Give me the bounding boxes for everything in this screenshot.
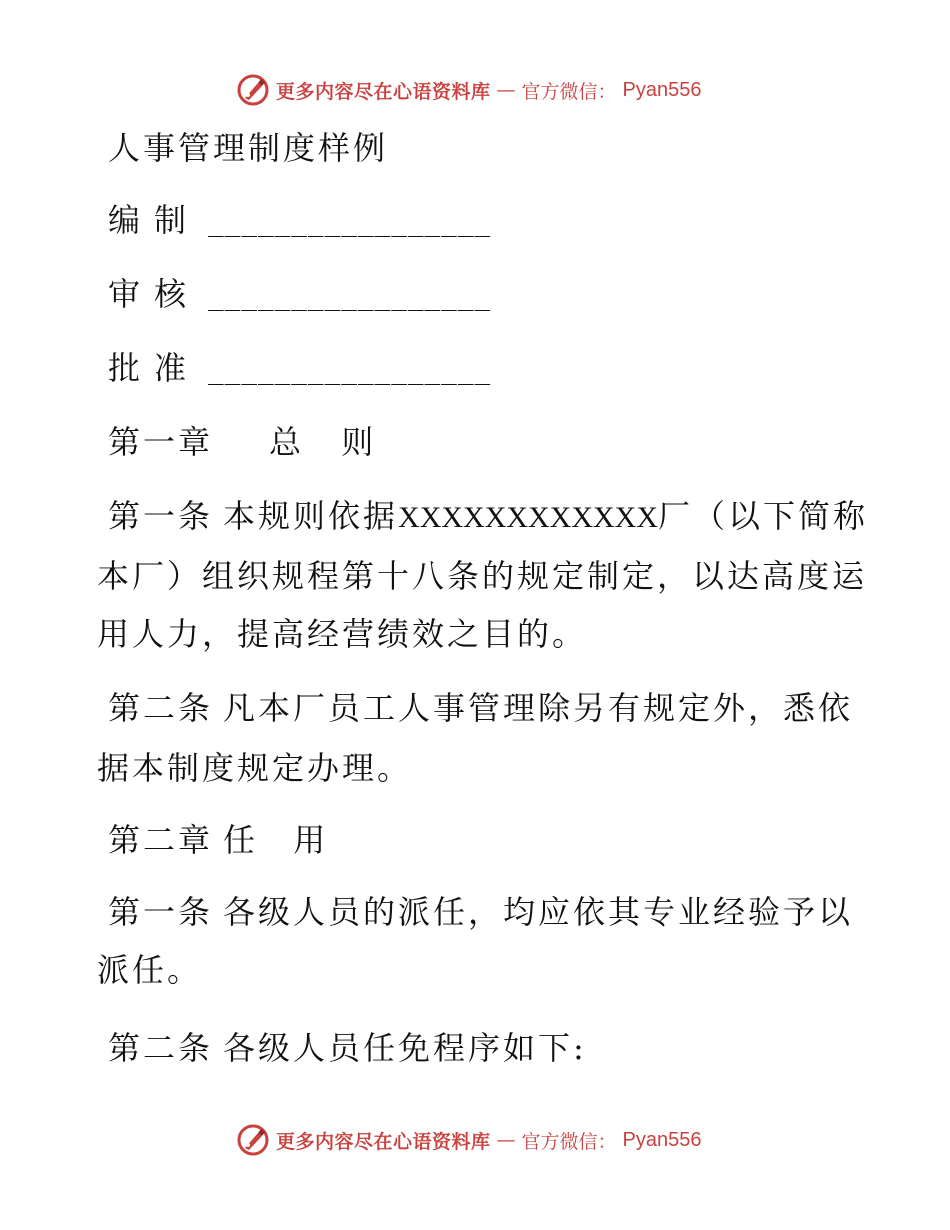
field-review-blank: _________________ — [208, 282, 492, 312]
watermark-header — [236, 73, 702, 107]
field-approve-label: 批准 — [108, 349, 201, 387]
ch1-art1-line1 — [108, 496, 868, 538]
ch1-art1-text-post: 厂（以下简称 — [658, 497, 869, 535]
field-approve-blank: _________________ — [208, 356, 492, 386]
watermark-id: Pyan556 — [622, 1128, 702, 1151]
ch2-art1-label: 第一条 — [108, 893, 214, 931]
chapter-2-heading — [108, 820, 328, 860]
watermark-id: Pyan556 — [622, 78, 702, 101]
field-approve — [108, 348, 491, 391]
ch1-art2-text: 凡本厂员工人事管理除另有规定外，悉依 — [223, 689, 854, 727]
ch1-art1-line2: 本厂）组织规程第十八条的规定制定，以达高度运 — [97, 557, 868, 595]
watermark-dash: — — [496, 79, 516, 101]
watermark-dash: — — [496, 1129, 516, 1151]
field-review-label: 审核 — [108, 275, 201, 313]
ch2-art1-line1 — [108, 892, 853, 932]
pen-logo-icon — [236, 73, 270, 107]
ch1-art1-text-pre: 本规则依据 — [223, 497, 399, 535]
ch2-art2-text: 各级人员任免程序如下: — [223, 1029, 587, 1067]
chapter-1-name: 总 则 — [269, 423, 377, 461]
document-title: 人事管理制度样例 — [108, 129, 389, 167]
watermark-text: 更多内容尽在心语资料库 — [276, 80, 491, 103]
watermark-text: 更多内容尽在心语资料库 — [276, 1130, 491, 1153]
ch2-art1-text: 各级人员的派任，均应依其专业经验予以 — [223, 893, 854, 931]
ch1-art2-line1 — [108, 688, 853, 728]
field-review — [108, 274, 491, 317]
chapter-1-heading — [108, 422, 376, 462]
chapter-2-label: 第二章 — [108, 821, 214, 859]
watermark-official: 官方微信： — [521, 1130, 617, 1153]
ch1-art1-placeholder: XXXXXXXXXXXX — [398, 501, 659, 534]
chapter-2-name: 任 用 — [223, 821, 329, 859]
chapter-1-label: 第一章 — [108, 423, 214, 461]
ch1-art1-label: 第一条 — [108, 497, 214, 535]
field-compile-label: 编制 — [108, 201, 201, 239]
pen-logo-icon — [236, 1123, 270, 1157]
ch1-art2-label: 第二条 — [108, 689, 214, 727]
field-compile — [108, 200, 491, 243]
watermark-official: 官方微信： — [521, 80, 617, 103]
watermark-footer — [236, 1123, 702, 1157]
field-compile-blank: _________________ — [208, 208, 492, 238]
ch1-art2-line2: 据本制度规定办理。 — [97, 749, 413, 787]
ch2-art2-label: 第二条 — [108, 1029, 214, 1067]
ch2-art1-line2: 派任。 — [97, 951, 203, 989]
ch1-art1-line3: 用人力，提高经营绩效之目的。 — [97, 615, 588, 653]
ch2-art2-line1 — [108, 1028, 587, 1068]
